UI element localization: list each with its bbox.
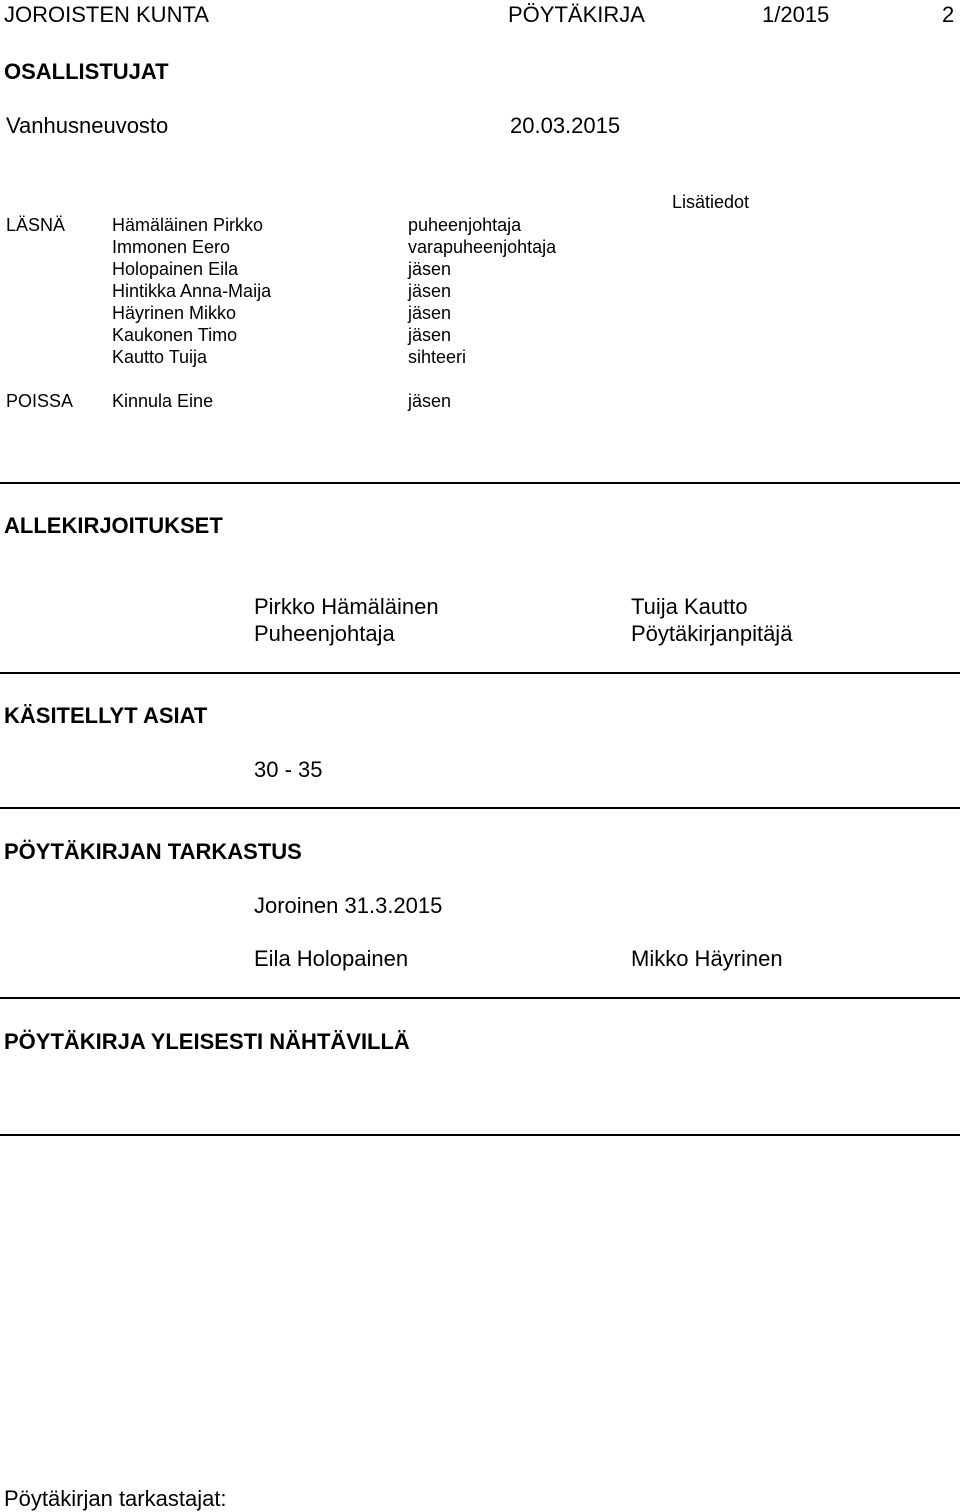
member-name: Hintikka Anna-Maija (112, 281, 272, 301)
member-role: puheenjohtaja (408, 215, 522, 235)
signer-name: Pirkko Hämäläinen (254, 594, 439, 619)
public-display-title: PÖYTÄKIRJA YLEISESTI NÄHTÄVILLÄ (4, 1029, 410, 1054)
review-place-date: Joroinen 31.3.2015 (254, 893, 443, 918)
member-role: jäsen (408, 281, 452, 301)
member-role: jäsen (408, 303, 452, 323)
reviewers-label: Pöytäkirjan tarkastajat: (4, 1486, 227, 1511)
signer-role: Pöytäkirjanpitäjä (631, 621, 793, 646)
member-role: jäsen (408, 325, 452, 345)
page-number: 2 (942, 2, 955, 27)
signer-role: Puheenjohtaja (254, 621, 395, 646)
reviewer-name: Eila Holopainen (254, 946, 409, 971)
member-name: Kinnula Eine (112, 391, 214, 411)
member-name: Häyrinen Mikko (112, 303, 237, 323)
member-name: Immonen Eero (112, 237, 231, 257)
member-name: Hämäläinen Pirkko (112, 215, 264, 235)
signer-name: Tuija Kautto (631, 594, 748, 619)
member-name: Kaukonen Timo (112, 325, 238, 345)
present-label: LÄSNÄ (6, 215, 66, 235)
items-range: 30 - 35 (254, 757, 323, 782)
section-divider (0, 997, 960, 999)
committee-name: Vanhusneuvosto (6, 113, 169, 138)
member-role: varapuheenjohtaja (408, 237, 557, 257)
extra-info-header: Lisätiedot (672, 192, 750, 212)
document-number: 1/2015 (762, 2, 830, 27)
absent-label: POISSA (6, 391, 74, 411)
member-name: Kautto Tuija (112, 347, 208, 367)
items-title: KÄSITELLYT ASIAT (4, 703, 208, 728)
document-type: PÖYTÄKIRJA (508, 2, 645, 27)
section-divider (0, 807, 960, 809)
member-role: sihteeri (408, 347, 467, 367)
signatures-title: ALLEKIRJOITUKSET (4, 513, 223, 538)
meeting-date: 20.03.2015 (510, 113, 621, 138)
member-name: Holopainen Eila (112, 259, 239, 279)
participants-title: OSALLISTUJAT (4, 59, 169, 84)
reviewer-name: Mikko Häyrinen (631, 946, 783, 971)
municipality-name: JOROISTEN KUNTA (4, 2, 209, 27)
review-title: PÖYTÄKIRJAN TARKASTUS (4, 839, 302, 864)
section-divider (0, 672, 960, 674)
section-divider (0, 482, 960, 484)
member-role: jäsen (408, 391, 452, 411)
section-divider (0, 1134, 960, 1136)
member-role: jäsen (408, 259, 452, 279)
